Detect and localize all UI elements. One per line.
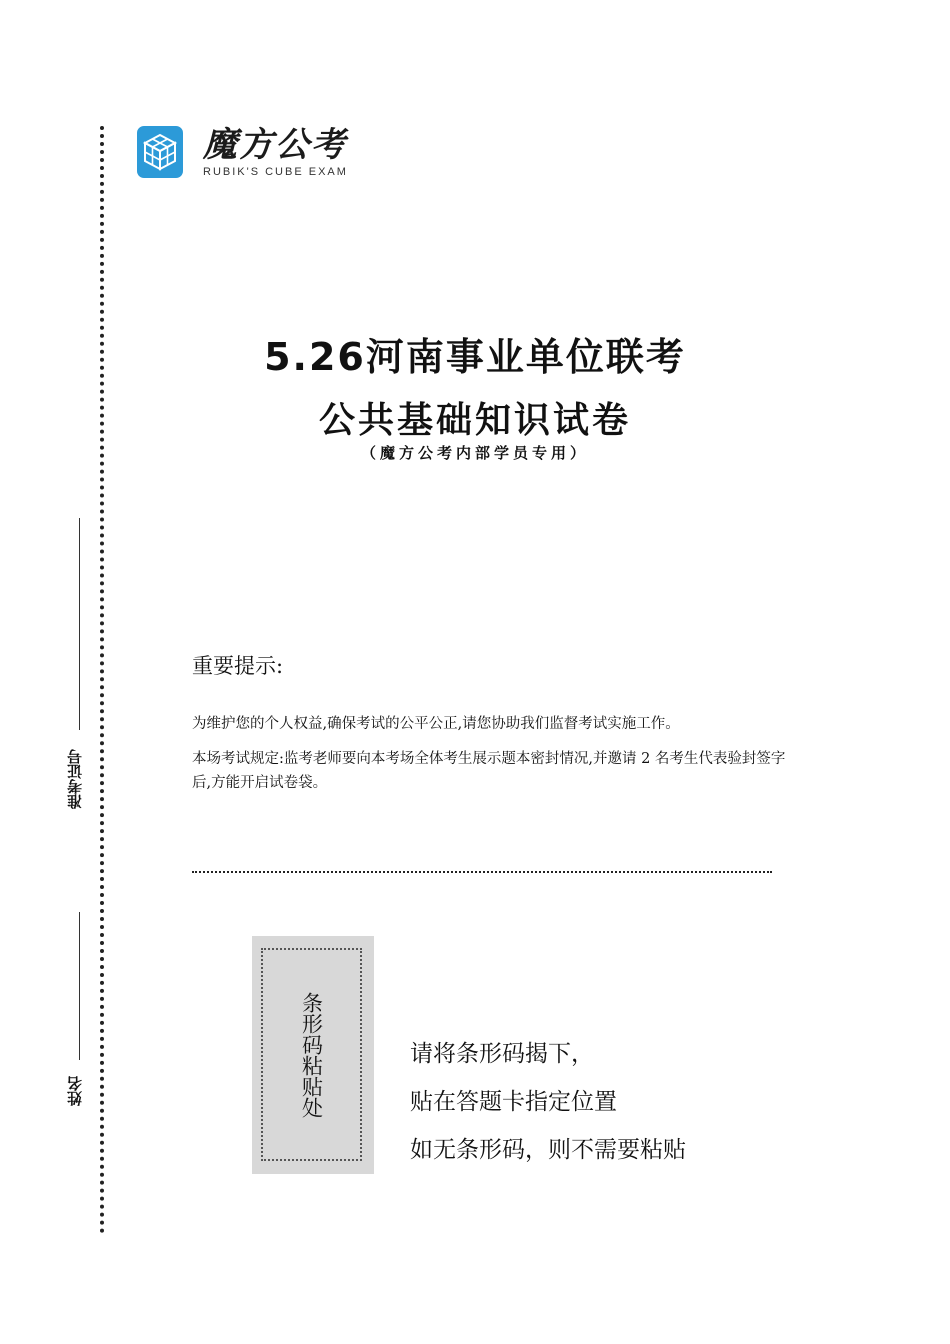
barcode-dotted-frame (261, 948, 362, 1161)
section-divider (192, 871, 772, 873)
exam-note: （魔方公考内部学员专用） (360, 444, 589, 462)
notice-paragraph: 本场考试规定:监考老师要向本考场全体考生展示题本密封情况,并邀请 2 名考生代表验封签字后,方能开启试卷袋。 (192, 751, 786, 791)
brand-logo (137, 126, 348, 178)
barcode-area (252, 936, 374, 1174)
exam-id-underline (79, 518, 80, 730)
notice-paragraph: 为维护您的个人权益,确保考试的公平公正,请您协助我们监督考试实施工作。 (192, 716, 680, 732)
notice-body (192, 712, 792, 806)
instruction-line: 如无条形码，则不需要粘贴 (410, 1137, 686, 1163)
name-label: 姓名 (66, 1076, 84, 1106)
logo-text (203, 126, 348, 178)
exam-subtitle: 公共基础知识试卷 (318, 400, 631, 441)
rubiks-cube-icon (137, 126, 183, 178)
binding-dotted-line (100, 126, 104, 1234)
barcode-label: 条形码粘贴处 (299, 991, 324, 1118)
notice-heading: 重要提示: (192, 654, 284, 678)
logo-name-en: RUBIK'S CUBE EXAM (203, 166, 348, 178)
exam-title: 5.26河南事业单位联考 (264, 335, 686, 379)
instruction-line: 贴在答题卡指定位置 (410, 1089, 617, 1115)
instruction-line: 请将条形码揭下， (410, 1041, 594, 1067)
exam-id-field[interactable] (60, 518, 90, 818)
name-field[interactable] (60, 912, 90, 1112)
barcode-instructions (410, 1030, 686, 1174)
logo-name-cn: 魔方公考 (203, 125, 347, 165)
name-underline (79, 912, 80, 1060)
exam-id-label: 准考证号 (66, 749, 84, 809)
